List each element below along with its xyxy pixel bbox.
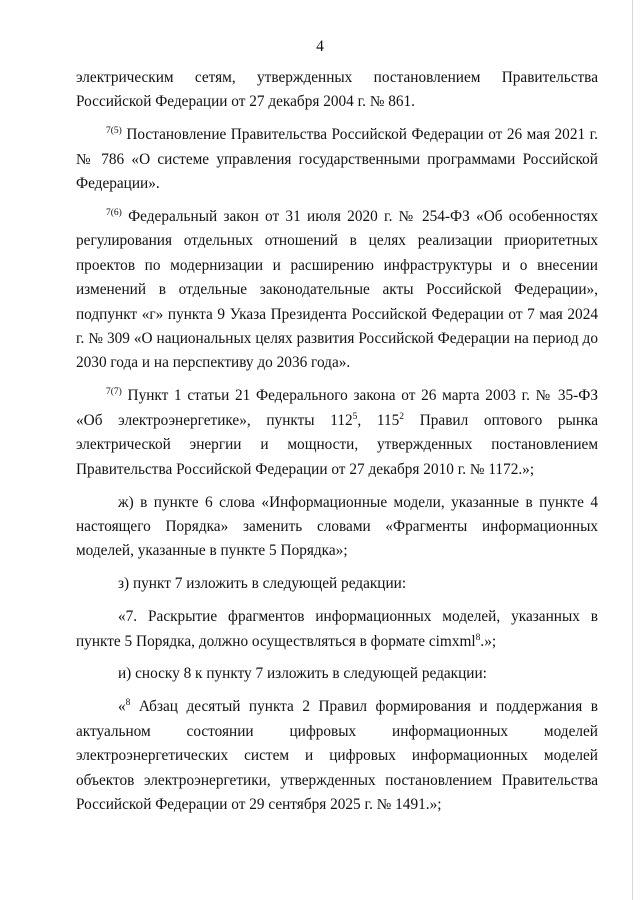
text-run: .»; [480, 632, 497, 650]
footnote-paragraph [76, 384, 598, 482]
text-run: Правил оптового рынка электрической энергии и мощности, утвержденных постановлением Правительства Российской Федерации от 27 декабря 2010 г. № 1172.»; [76, 411, 598, 478]
footnote-paragraph [76, 123, 598, 196]
superscript-index: 2 [399, 411, 405, 422]
footnote-marker: 7(5) [106, 126, 122, 137]
text-run: з) пункт 7 изложить в следующей редакции: [118, 575, 407, 593]
text-run: и) сноску 8 к пункту 7 изложить в следующей редакции: [118, 665, 487, 683]
text-run: Пункт 1 статьи 21 Федерального закона от 26 марта 2003 г. № 35-ФЗ «Об электроэнергетике», пункты 112 [76, 387, 598, 429]
text-run: « [118, 698, 126, 716]
document-body [76, 66, 598, 826]
text-run: ж) в пункте 6 слова «Информационные модели, указанные в пункте 4 настоящего Порядка» заменить словами «Фрагменты информационных моделей, указанные в пункте 5 Порядка»; [76, 493, 598, 560]
paragraph [76, 66, 598, 115]
text-run: , 115 [357, 411, 400, 429]
text-run: Федеральный закон от 31 июля 2020 г. № 254-ФЗ «Об особенностях регулирования отдельных отношений в целях реализации приоритетных проектов по модернизации и расширению инфраструктуры и о внесении изменений в отдельные законодательные акты Российской Федерации», подпункт «г» пункта 9 Указа Президента Российской Федерации от 7 мая 2024 г. № 309 «О национальных целях развития Российской Федерации на период до 2030 года и на перспективу до 2036 года». [76, 208, 598, 372]
scan-edge-line [632, 0, 633, 900]
paragraph [76, 662, 598, 686]
paragraph [76, 491, 598, 564]
paragraph [76, 605, 598, 654]
footnote-marker: 8 [475, 632, 481, 643]
footnote-marker: 7(6) [106, 208, 122, 219]
footnote-marker: 8 [125, 698, 131, 709]
text-run: Абзац десятый пункта 2 Правил формирования и поддержания в актуальном состоянии цифровых информационных моделей электроэнергетических систем и цифровых информационных моделей объектов электроэнергетики, утвержденных постановлением Правительства Российской Федерации от 29 сентября 2025 г. № 1491.»; [76, 698, 598, 813]
text-run: электрическим сетям, утвержденных постановлением Правительства Российской Федерации от 27 декабря 2004 г. № 861. [76, 69, 598, 111]
footnote-paragraph [76, 205, 598, 376]
text-run: Постановление Правительства Российской Федерации от 26 мая 2021 г. № 786 «О системе управления государственными программами Российской Федерации». [76, 126, 598, 193]
text-run: «7. Раскрытие фрагментов информационных моделей, указанных в пункте 5 Порядка, должно осуществляться в формате cimxml [76, 608, 598, 650]
paragraph [76, 572, 598, 596]
paragraph [76, 695, 598, 817]
footnote-marker: 7(7) [106, 387, 122, 398]
page-number: 4 [316, 38, 324, 55]
superscript-index: 5 [352, 411, 358, 422]
